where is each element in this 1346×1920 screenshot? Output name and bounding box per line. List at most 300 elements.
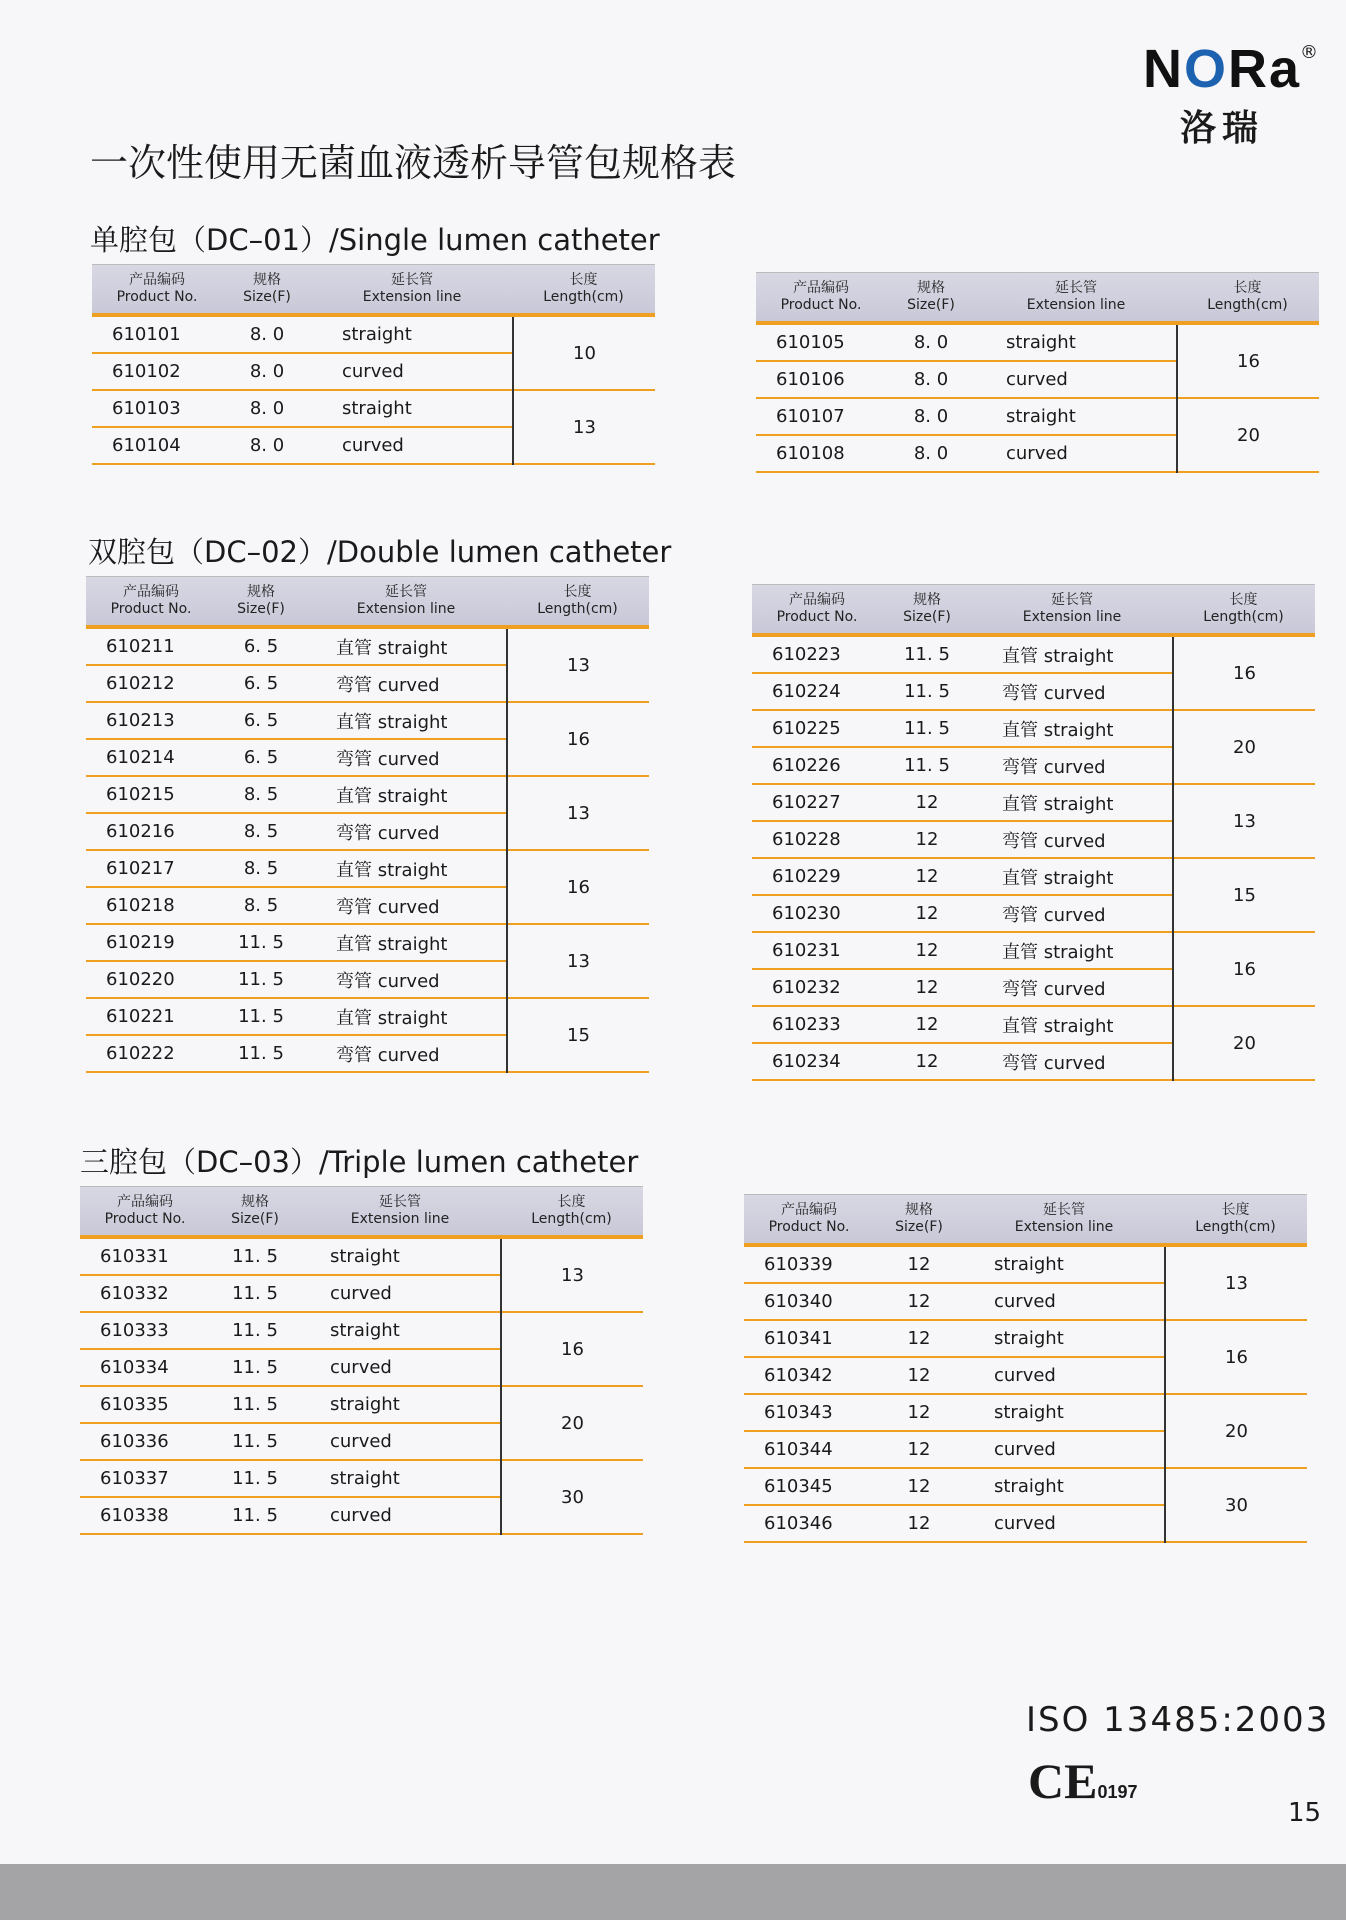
header-label-cn: 延长管 (1051, 592, 1093, 609)
product-no-cell: 610215 (106, 784, 175, 805)
product-no-cell: 610107 (776, 406, 845, 427)
header-label-en: Extension line (350, 1211, 450, 1227)
table-rows (744, 1247, 1164, 1543)
table-row (744, 1432, 1164, 1469)
size-cell: 11. 5 (904, 681, 950, 702)
extension-line-cell: straight (1006, 332, 1076, 353)
size-cell: 11. 5 (238, 1006, 284, 1027)
table-row (744, 1284, 1164, 1321)
length-cell: 16 (1166, 1321, 1307, 1395)
table-row (744, 1358, 1164, 1395)
length-cell: 20 (1174, 1007, 1315, 1081)
length-cell: 13 (502, 1239, 643, 1313)
header-cell-c3 (312, 265, 512, 313)
spec-table-double-a (86, 576, 649, 1073)
length-cell: 15 (1174, 859, 1315, 933)
header-label-en: Length(cm) (1207, 297, 1288, 313)
extension-line-cell: curved (342, 361, 404, 382)
size-cell: 12 (915, 792, 939, 813)
product-no-cell: 610102 (112, 361, 181, 382)
product-no-cell: 610218 (106, 895, 175, 916)
size-cell: 11. 5 (904, 755, 950, 776)
header-cell-c4 (500, 1187, 643, 1235)
table-body (752, 637, 1315, 1081)
extension-line-cell: curved (994, 1513, 1056, 1534)
header-label-cn: 长度 (1221, 1202, 1250, 1219)
table-header (80, 1186, 643, 1239)
header-label-en: Size(F) (237, 601, 285, 617)
header-label-en: Length(cm) (1195, 1219, 1276, 1235)
table-body (86, 629, 649, 1073)
product-no-cell: 610344 (764, 1439, 833, 1460)
product-no-cell: 610216 (106, 821, 175, 842)
extension-line-cell: 弯管 curved (336, 674, 440, 696)
extension-line-cell: curved (1006, 443, 1068, 464)
extension-line-cell: 弯管 curved (1002, 978, 1106, 1000)
product-no-cell: 610224 (772, 681, 841, 702)
table-row (86, 777, 506, 814)
product-no-cell: 610346 (764, 1513, 833, 1534)
spec-table-triple-b (744, 1194, 1307, 1543)
table-row (86, 999, 506, 1036)
size-cell: 12 (915, 940, 939, 961)
length-cell: 10 (514, 317, 655, 391)
table-row (744, 1395, 1164, 1432)
size-cell: 11. 5 (238, 932, 284, 953)
length-cell: 13 (1166, 1247, 1307, 1321)
header-cell-c3 (964, 1195, 1164, 1243)
table-row (752, 1044, 1172, 1081)
header-label-en: Product No. (768, 1219, 850, 1235)
header-label-cn: 延长管 (1043, 1202, 1085, 1219)
product-no-cell: 610343 (764, 1402, 833, 1423)
size-cell: 8. 0 (913, 332, 949, 353)
size-cell: 8. 5 (243, 821, 279, 842)
length-cell: 13 (508, 777, 649, 851)
header-label-en: Product No. (110, 601, 192, 617)
table-row (86, 703, 506, 740)
size-cell: 8. 0 (249, 324, 285, 345)
table-row (80, 1461, 500, 1498)
length-column (1164, 1247, 1307, 1543)
table-row (752, 970, 1172, 1007)
page-number: 15 (1288, 1798, 1322, 1828)
table-row (744, 1321, 1164, 1358)
extension-line-cell: 直管 straight (336, 933, 448, 955)
extension-line-cell: 弯管 curved (1002, 756, 1106, 778)
extension-line-cell: 直管 straight (1002, 941, 1114, 963)
header-cell-c2 (874, 1195, 964, 1243)
brand-letter-o: O (1183, 39, 1228, 99)
length-column (1176, 325, 1319, 473)
header-label-cn: 规格 (913, 592, 941, 609)
header-label-en: Extension line (1026, 297, 1126, 313)
extension-line-cell: 直管 straight (1002, 719, 1114, 741)
length-cell: 13 (508, 925, 649, 999)
size-cell: 11. 5 (238, 969, 284, 990)
length-cell: 13 (508, 629, 649, 703)
extension-line-cell: straight (1006, 406, 1076, 427)
table-row (752, 1007, 1172, 1044)
product-no-cell: 610108 (776, 443, 845, 464)
header-label-en: Length(cm) (543, 289, 624, 305)
product-no-cell: 610214 (106, 747, 175, 768)
header-label-cn: 延长管 (1055, 280, 1097, 297)
table-row (86, 888, 506, 925)
section-title-single: 单腔包（DC–01）/Single lumen catheter (90, 223, 660, 257)
extension-line-cell: 直管 straight (336, 785, 448, 807)
brand-chinese-name: 洛瑞 (1179, 108, 1264, 149)
header-label-cn: 长度 (1229, 592, 1258, 609)
brand-letter: N (1142, 39, 1184, 99)
size-cell: 12 (915, 1014, 939, 1035)
table-row (80, 1313, 500, 1350)
extension-line-cell: 弯管 curved (336, 896, 440, 918)
extension-line-cell: straight (994, 1402, 1064, 1423)
table-row (92, 428, 512, 465)
table-row (86, 925, 506, 962)
size-cell: 11. 5 (904, 644, 950, 665)
product-no-cell: 610231 (772, 940, 841, 961)
spec-table-double-b (752, 584, 1315, 1081)
extension-line-cell: 直管 straight (1002, 867, 1114, 889)
size-cell: 12 (915, 866, 939, 887)
size-cell: 12 (907, 1365, 931, 1386)
size-cell: 6. 5 (243, 636, 279, 657)
size-cell: 6. 5 (243, 747, 279, 768)
header-label-en: Size(F) (903, 609, 951, 625)
extension-line-cell: 弯管 curved (336, 1044, 440, 1066)
size-cell: 6. 5 (243, 710, 279, 731)
section-title-double: 双腔包（DC–02）/Double lumen catheter (88, 535, 672, 569)
product-no-cell: 610223 (772, 644, 841, 665)
length-cell: 20 (1178, 399, 1319, 473)
product-no-cell: 610337 (100, 1468, 169, 1489)
extension-line-cell: straight (330, 1320, 400, 1341)
size-cell: 11. 5 (232, 1246, 278, 1267)
header-label-cn: 延长管 (391, 272, 433, 289)
table-row (752, 748, 1172, 785)
table-row (92, 391, 512, 428)
extension-line-cell: curved (1006, 369, 1068, 390)
length-column (500, 1239, 643, 1535)
table-header (744, 1194, 1307, 1247)
length-cell: 20 (1166, 1395, 1307, 1469)
extension-line-cell: straight (330, 1246, 400, 1267)
table-row (752, 933, 1172, 970)
header-cell-c2 (216, 577, 306, 625)
size-cell: 12 (915, 903, 939, 924)
size-cell: 11. 5 (232, 1283, 278, 1304)
product-no-cell: 610228 (772, 829, 841, 850)
table-row (92, 354, 512, 391)
product-no-cell: 610221 (106, 1006, 175, 1027)
table-row (752, 859, 1172, 896)
header-cell-c1 (756, 273, 886, 321)
table-row (92, 317, 512, 354)
header-label-cn: 产品编码 (789, 592, 845, 609)
table-row (80, 1387, 500, 1424)
product-no-cell: 610332 (100, 1283, 169, 1304)
header-cell-c3 (976, 273, 1176, 321)
header-cell-c2 (882, 585, 972, 633)
table-row (86, 1036, 506, 1073)
header-label-cn: 延长管 (379, 1194, 421, 1211)
header-label-en: Length(cm) (531, 1211, 612, 1227)
table-rows (86, 629, 506, 1073)
header-label-cn: 产品编码 (793, 280, 849, 297)
extension-line-cell: curved (330, 1505, 392, 1526)
size-cell: 8. 0 (913, 443, 949, 464)
size-cell: 12 (915, 1051, 939, 1072)
ce-mark (1028, 1752, 1138, 1810)
table-row (752, 785, 1172, 822)
header-label-en: Extension line (1022, 609, 1122, 625)
length-cell: 16 (508, 851, 649, 925)
table-header (752, 584, 1315, 637)
header-cell-c4 (512, 265, 655, 313)
table-header (756, 272, 1319, 325)
size-cell: 8. 5 (243, 784, 279, 805)
header-label-en: Size(F) (907, 297, 955, 313)
table-row (80, 1276, 500, 1313)
length-cell: 30 (502, 1461, 643, 1535)
header-label-en: Length(cm) (1203, 609, 1284, 625)
extension-line-cell: curved (330, 1357, 392, 1378)
length-cell: 16 (502, 1313, 643, 1387)
extension-line-cell: straight (342, 324, 412, 345)
size-cell: 11. 5 (904, 718, 950, 739)
header-label-cn: 规格 (253, 272, 281, 289)
extension-line-cell: 弯管 curved (336, 970, 440, 992)
header-cell-c4 (506, 577, 649, 625)
product-no-cell: 610230 (772, 903, 841, 924)
product-no-cell: 610232 (772, 977, 841, 998)
extension-line-cell: curved (994, 1365, 1056, 1386)
brand-wordmark (1122, 39, 1322, 99)
table-row (86, 666, 506, 703)
header-cell-c2 (222, 265, 312, 313)
ce-mark-letters: CE (1028, 1753, 1098, 1809)
header-label-cn: 规格 (247, 584, 275, 601)
table-row (756, 325, 1176, 362)
extension-line-cell: curved (330, 1283, 392, 1304)
size-cell: 11. 5 (232, 1431, 278, 1452)
header-label-cn: 规格 (905, 1202, 933, 1219)
header-label-en: Length(cm) (537, 601, 618, 617)
size-cell: 12 (915, 829, 939, 850)
spec-table-single-a (92, 264, 655, 465)
table-row (80, 1498, 500, 1535)
product-no-cell: 610340 (764, 1291, 833, 1312)
length-cell: 20 (502, 1387, 643, 1461)
header-label-en: Extension line (1014, 1219, 1114, 1235)
product-no-cell: 610225 (772, 718, 841, 739)
size-cell: 12 (907, 1291, 931, 1312)
header-cell-c3 (306, 577, 506, 625)
length-cell: 15 (508, 999, 649, 1073)
extension-line-cell: 弯管 curved (336, 822, 440, 844)
product-no-cell: 610101 (112, 324, 181, 345)
table-row (80, 1239, 500, 1276)
brand-logo (1122, 39, 1322, 151)
iso-certification: ISO 13485:2003 (1026, 1700, 1330, 1740)
size-cell: 8. 0 (913, 406, 949, 427)
product-no-cell: 610219 (106, 932, 175, 953)
ce-number: 0197 (1097, 1782, 1138, 1802)
extension-line-cell: straight (342, 398, 412, 419)
product-no-cell: 610334 (100, 1357, 169, 1378)
size-cell: 12 (907, 1513, 931, 1534)
header-cell-c4 (1172, 585, 1315, 633)
extension-line-cell: curved (994, 1291, 1056, 1312)
product-no-cell: 610331 (100, 1246, 169, 1267)
spec-table-triple-a (80, 1186, 643, 1535)
header-label-cn: 延长管 (385, 584, 427, 601)
table-row (752, 711, 1172, 748)
extension-line-cell: 直管 straight (336, 1007, 448, 1029)
page-title: 一次性使用无菌血液透析导管包规格表 (90, 141, 737, 185)
length-cell: 16 (1178, 325, 1319, 399)
header-label-en: Size(F) (895, 1219, 943, 1235)
length-column (512, 317, 655, 465)
extension-line-cell: 弯管 curved (1002, 904, 1106, 926)
size-cell: 6. 5 (243, 673, 279, 694)
extension-line-cell: straight (994, 1476, 1064, 1497)
size-cell: 8. 5 (243, 858, 279, 879)
header-label-en: Extension line (356, 601, 456, 617)
product-no-cell: 610104 (112, 435, 181, 456)
extension-line-cell: straight (994, 1328, 1064, 1349)
header-label-en: Product No. (116, 289, 198, 305)
header-label-cn: 长度 (557, 1194, 586, 1211)
product-no-cell: 610342 (764, 1365, 833, 1386)
extension-line-cell: 直管 straight (1002, 793, 1114, 815)
size-cell: 12 (907, 1476, 931, 1497)
header-cell-c1 (80, 1187, 210, 1235)
product-no-cell: 610229 (772, 866, 841, 887)
table-row (752, 674, 1172, 711)
length-column (506, 629, 649, 1073)
product-no-cell: 610233 (772, 1014, 841, 1035)
product-no-cell: 610217 (106, 858, 175, 879)
table-row (86, 851, 506, 888)
extension-line-cell: 直管 straight (1002, 1015, 1114, 1037)
size-cell: 12 (907, 1254, 931, 1275)
product-no-cell: 610226 (772, 755, 841, 776)
extension-line-cell: straight (994, 1254, 1064, 1275)
product-no-cell: 610345 (764, 1476, 833, 1497)
extension-line-cell: 弯管 curved (336, 748, 440, 770)
extension-line-cell: curved (342, 435, 404, 456)
header-cell-c2 (210, 1187, 300, 1235)
header-cell-c1 (752, 585, 882, 633)
registered-mark: ® (1300, 42, 1318, 63)
extension-line-cell: 直管 straight (1002, 645, 1114, 667)
header-label-en: Extension line (362, 289, 462, 305)
header-label-cn: 规格 (241, 1194, 269, 1211)
length-cell: 13 (514, 391, 655, 465)
product-no-cell: 610234 (772, 1051, 841, 1072)
table-row (744, 1506, 1164, 1543)
header-label-en: Product No. (780, 297, 862, 313)
header-label-en: Product No. (104, 1211, 186, 1227)
table-body (80, 1239, 643, 1535)
extension-line-cell: straight (330, 1468, 400, 1489)
table-row (752, 637, 1172, 674)
size-cell: 11. 5 (232, 1320, 278, 1341)
product-no-cell: 610336 (100, 1431, 169, 1452)
size-cell: 11. 5 (232, 1394, 278, 1415)
table-body (92, 317, 655, 465)
table-rows (80, 1239, 500, 1535)
header-cell-c4 (1176, 273, 1319, 321)
product-no-cell: 610333 (100, 1320, 169, 1341)
header-cell-c1 (92, 265, 222, 313)
size-cell: 8. 0 (249, 398, 285, 419)
table-row (744, 1247, 1164, 1284)
header-label-en: Size(F) (243, 289, 291, 305)
table-row (80, 1350, 500, 1387)
header-cell-c2 (886, 273, 976, 321)
length-cell: 16 (508, 703, 649, 777)
length-cell: 13 (1174, 785, 1315, 859)
length-cell: 16 (1174, 933, 1315, 1007)
length-cell: 20 (1174, 711, 1315, 785)
product-no-cell: 610106 (776, 369, 845, 390)
length-cell: 16 (1174, 637, 1315, 711)
extension-line-cell: curved (330, 1431, 392, 1452)
size-cell: 12 (907, 1439, 931, 1460)
size-cell: 8. 0 (249, 361, 285, 382)
size-cell: 11. 5 (232, 1468, 278, 1489)
header-label-cn: 长度 (563, 584, 592, 601)
size-cell: 11. 5 (232, 1357, 278, 1378)
product-no-cell: 610220 (106, 969, 175, 990)
product-no-cell: 610335 (100, 1394, 169, 1415)
table-row (86, 740, 506, 777)
table-row (756, 362, 1176, 399)
table-rows (92, 317, 512, 465)
extension-line-cell: straight (330, 1394, 400, 1415)
spec-table-single-b (756, 272, 1319, 473)
header-label-cn: 产品编码 (781, 1202, 837, 1219)
size-cell: 12 (907, 1402, 931, 1423)
header-label-cn: 长度 (569, 272, 598, 289)
size-cell: 12 (907, 1328, 931, 1349)
scan-edge (0, 1864, 1346, 1920)
size-cell: 8. 5 (243, 895, 279, 916)
table-rows (756, 325, 1176, 473)
product-no-cell: 610211 (106, 636, 175, 657)
table-row (744, 1469, 1164, 1506)
size-cell: 12 (915, 977, 939, 998)
header-label-en: Size(F) (231, 1211, 279, 1227)
product-no-cell: 610103 (112, 398, 181, 419)
extension-line-cell: 弯管 curved (1002, 830, 1106, 852)
extension-line-cell: 直管 straight (336, 859, 448, 881)
table-rows (752, 637, 1172, 1081)
table-row (756, 436, 1176, 473)
product-no-cell: 610222 (106, 1043, 175, 1064)
table-body (744, 1247, 1307, 1543)
table-row (752, 822, 1172, 859)
product-no-cell: 610339 (764, 1254, 833, 1275)
table-row (86, 962, 506, 999)
header-label-cn: 产品编码 (129, 272, 185, 289)
section-title-triple: 三腔包（DC–03）/Triple lumen catheter (80, 1145, 639, 1179)
table-row (86, 629, 506, 666)
